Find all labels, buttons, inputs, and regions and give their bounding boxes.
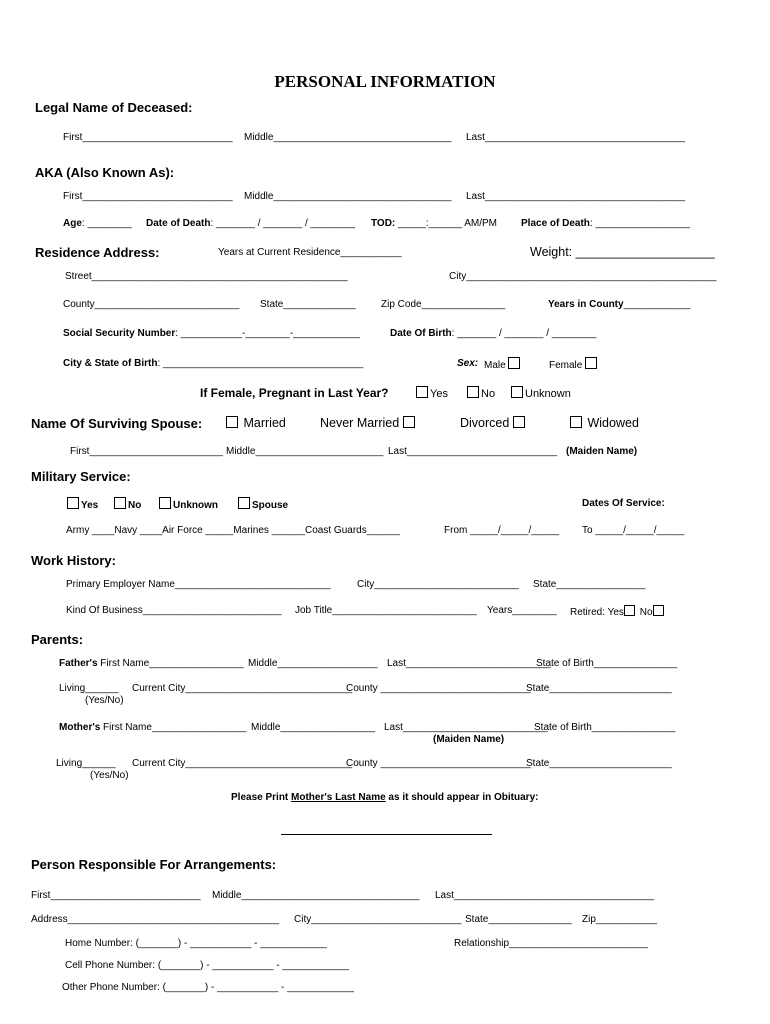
father-current-city-field[interactable]: Current City______________________________ xyxy=(132,683,353,694)
years-county-blank: ____________ xyxy=(623,299,691,310)
father-middle-field[interactable]: Middle__________________ xyxy=(248,658,378,669)
relationship-field[interactable]: Relationship_________________________ xyxy=(454,938,649,949)
mother-last-field[interactable]: Last__________________________ xyxy=(384,722,548,733)
military-no-checkbox[interactable] xyxy=(114,497,126,509)
aka-first-field[interactable]: First___________________________ xyxy=(63,191,233,202)
place-of-death-field[interactable] xyxy=(521,218,690,230)
spouse-maiden-label: (Maiden Name) xyxy=(566,446,638,457)
street-field[interactable]: Street______________________________________________ xyxy=(65,271,348,282)
pregnant-no-label: No xyxy=(481,388,496,400)
obituary-underlined: Mother's Last Name xyxy=(291,792,386,803)
never-married-label: Never Married xyxy=(320,416,400,430)
weight-field[interactable]: Weight: ____________________ xyxy=(530,245,715,259)
business-field[interactable]: Kind Of Business_________________________ xyxy=(66,605,282,616)
divorced-option[interactable] xyxy=(460,416,527,431)
page-title: PERSONAL INFORMATION xyxy=(274,72,496,91)
job-title-field[interactable]: Job Title__________________________ xyxy=(295,605,477,616)
date-of-death-field[interactable] xyxy=(146,218,355,230)
military-yes-option[interactable] xyxy=(67,497,98,512)
father-label: Father's xyxy=(59,658,98,669)
parents-heading: Parents: xyxy=(31,632,84,647)
dod-label: Date of Death xyxy=(146,218,211,229)
married-label: Married xyxy=(243,416,286,430)
female-label: Female xyxy=(549,360,583,371)
father-county-field[interactable]: County ___________________________ xyxy=(346,683,531,694)
male-label: Male xyxy=(484,360,506,371)
ssn-blank: : ___________-________-____________ xyxy=(175,328,360,339)
residence-county-field[interactable]: County__________________________ xyxy=(63,299,240,310)
pregnant-question: If Female, Pregnant in Last Year? xyxy=(200,386,389,400)
work-years-field[interactable]: Years________ xyxy=(487,605,557,616)
military-unknown-label: Unknown xyxy=(173,500,218,511)
residence-city-field[interactable]: City_____________________________________________ xyxy=(449,271,717,282)
military-unknown-checkbox[interactable] xyxy=(159,497,171,509)
military-unknown-option[interactable] xyxy=(159,497,218,512)
pregnant-unknown-option[interactable] xyxy=(511,386,571,400)
retired-label: Retired: Yes xyxy=(570,607,624,618)
father-sob-field[interactable]: State of Birth_______________ xyxy=(536,658,678,669)
other-number-field[interactable]: Other Phone Number: (_______) - ___________ - ____________ xyxy=(62,982,354,993)
military-yes-label: Yes xyxy=(81,500,99,511)
mother-current-city-field[interactable]: Current City______________________________ xyxy=(132,758,353,769)
pregnant-yes-option[interactable] xyxy=(416,386,448,400)
dates-of-service-label: Dates Of Service: xyxy=(582,498,665,509)
arr-middle-field[interactable]: Middle________________________________ xyxy=(212,890,420,901)
pregnant-yes-label: Yes xyxy=(430,388,448,400)
father-state-field[interactable]: State______________________ xyxy=(526,683,672,694)
aka-last-field[interactable]: Last____________________________________ xyxy=(466,191,686,202)
mother-state-field[interactable]: State______________________ xyxy=(526,758,672,769)
obituary-pre: Please Print xyxy=(231,792,292,803)
birth-label: City & State of Birth xyxy=(63,358,158,369)
pod-label: Place of Death xyxy=(521,218,590,229)
military-yes-checkbox[interactable] xyxy=(67,497,79,509)
father-last-field[interactable]: Last__________________________ xyxy=(387,658,551,669)
spouse-heading: Name Of Surviving Spouse: xyxy=(31,416,203,431)
dob-blank: : _______ / _______ / ________ xyxy=(451,328,597,339)
work-heading: Work History: xyxy=(31,553,116,568)
never-married-checkbox[interactable] xyxy=(403,416,415,428)
service-to-field[interactable]: To _____/_____/_____ xyxy=(582,525,685,536)
arr-first-field[interactable]: First___________________________ xyxy=(31,890,201,901)
aka-middle-field[interactable]: Middle________________________________ xyxy=(244,191,452,202)
arrangements-heading: Person Responsible For Arrangements: xyxy=(31,857,277,872)
aka-heading: AKA (Also Known As): xyxy=(35,165,175,180)
never-married-option[interactable] xyxy=(320,416,417,431)
female-option[interactable] xyxy=(549,357,599,372)
birth-blank: : ____________________________________ xyxy=(157,358,364,369)
divorced-checkbox[interactable] xyxy=(513,416,525,428)
father-first-field[interactable] xyxy=(59,658,244,670)
military-no-option[interactable] xyxy=(114,497,141,512)
mother-yesno-hint: (Yes/No) xyxy=(90,770,129,781)
military-spouse-checkbox[interactable] xyxy=(238,497,250,509)
spouse-first-field[interactable]: First________________________ xyxy=(70,446,223,457)
pregnant-unknown-label: Unknown xyxy=(525,388,571,400)
mother-middle-field[interactable]: Middle_________________ xyxy=(251,722,376,733)
spouse-middle-field[interactable]: Middle_______________________ xyxy=(226,446,384,457)
mother-first-field[interactable] xyxy=(59,722,247,734)
widowed-checkbox[interactable] xyxy=(570,416,582,428)
age-blank: : ________ xyxy=(81,218,132,229)
pregnant-unknown-checkbox[interactable] xyxy=(511,386,523,398)
married-checkbox[interactable] xyxy=(226,416,238,428)
divorced-label: Divorced xyxy=(460,416,510,430)
work-city-field[interactable]: City__________________________ xyxy=(357,579,519,590)
age-field[interactable] xyxy=(63,218,132,230)
residence-state-field[interactable]: State_____________ xyxy=(260,299,356,310)
retired-option[interactable] xyxy=(570,605,666,619)
widowed-label: Widowed xyxy=(587,416,639,430)
zip-code-field[interactable]: Zip Code_______________ xyxy=(381,299,505,310)
pregnant-no-option[interactable] xyxy=(467,386,495,400)
employer-field[interactable]: Primary Employer Name____________________________ xyxy=(66,579,331,590)
arr-state-field[interactable]: State_______________ xyxy=(465,914,572,925)
mother-label: Mother's xyxy=(59,722,101,733)
legal-middle-field[interactable]: Middle________________________________ xyxy=(244,132,452,143)
widowed-option[interactable] xyxy=(570,416,639,431)
mother-county-field[interactable]: County ___________________________ xyxy=(346,758,531,769)
mother-sob-field[interactable]: State of Birth_______________ xyxy=(534,722,676,733)
dob-label: Date Of Birth xyxy=(390,328,452,339)
legal-first-field[interactable]: First___________________________ xyxy=(63,132,233,143)
cell-number-field[interactable]: Cell Phone Number: (_______) - ___________ - ____________ xyxy=(65,960,350,971)
legal-last-field[interactable]: Last____________________________________ xyxy=(466,132,686,143)
work-state-field[interactable]: State________________ xyxy=(533,579,646,590)
military-spouse-option[interactable] xyxy=(238,497,288,512)
arr-last-field[interactable]: Last____________________________________ xyxy=(435,890,655,901)
obituary-name-line[interactable] xyxy=(281,834,492,835)
arr-address-field[interactable]: Address______________________________________ xyxy=(31,914,280,925)
father-yesno-hint: (Yes/No) xyxy=(85,695,124,706)
pregnant-no-checkbox[interactable] xyxy=(467,386,479,398)
female-checkbox[interactable] xyxy=(585,357,597,369)
dod-blank: : _______ / _______ / ________ xyxy=(210,218,356,229)
service-from-field[interactable]: From _____/_____/_____ xyxy=(444,525,560,536)
military-no-label: No xyxy=(128,500,142,511)
branches-field[interactable]: Army ____Navy ____Air Force _____Marines ______Coast Guards______ xyxy=(66,525,401,536)
retired-no-checkbox[interactable] xyxy=(653,605,664,616)
obituary-instruction xyxy=(231,792,538,804)
home-number-field[interactable]: Home Number: (_______) - ___________ - ____________ xyxy=(65,938,327,949)
tod-label: TOD: xyxy=(371,218,396,229)
arr-city-field[interactable]: City___________________________ xyxy=(294,914,462,925)
years-residence-field[interactable]: Years at Current Residence___________ xyxy=(218,247,402,258)
time-of-death-field[interactable] xyxy=(371,218,497,230)
retired-yes-checkbox[interactable] xyxy=(624,605,635,616)
father-living-field[interactable]: Living______ xyxy=(59,683,119,694)
years-county-field[interactable] xyxy=(548,299,690,311)
retired-no-label: No xyxy=(639,607,653,618)
tod-blank: _____:______ AM/PM xyxy=(395,218,498,229)
sex-label: Sex: xyxy=(457,358,479,369)
ssn-field[interactable] xyxy=(63,328,360,340)
pod-blank: : _________________ xyxy=(589,218,691,229)
military-spouse-label: Spouse xyxy=(252,500,289,511)
obituary-post: as it should appear in Obituary: xyxy=(385,792,539,803)
mother-maiden-label: (Maiden Name) xyxy=(433,734,505,745)
birth-place-field[interactable] xyxy=(63,358,363,370)
ssn-label: Social Security Number xyxy=(63,328,176,339)
date-of-birth-field[interactable] xyxy=(390,328,596,340)
pregnant-yes-checkbox[interactable] xyxy=(416,386,428,398)
married-option[interactable] xyxy=(226,416,286,431)
years-county-label: Years in County xyxy=(548,299,624,310)
spouse-last-field[interactable]: Last___________________________ xyxy=(388,446,558,457)
male-checkbox[interactable] xyxy=(508,357,520,369)
military-heading: Military Service: xyxy=(31,469,131,484)
male-option[interactable] xyxy=(484,357,522,372)
arr-zip-field[interactable]: Zip___________ xyxy=(582,914,658,925)
legal-name-heading: Legal Name of Deceased: xyxy=(35,100,193,115)
father-first-blank: First Name_________________ xyxy=(97,658,244,669)
residence-heading: Residence Address: xyxy=(35,245,160,260)
mother-first-blank: First Name_________________ xyxy=(100,722,247,733)
age-label: Age xyxy=(63,218,82,229)
mother-living-field[interactable]: Living______ xyxy=(56,758,116,769)
